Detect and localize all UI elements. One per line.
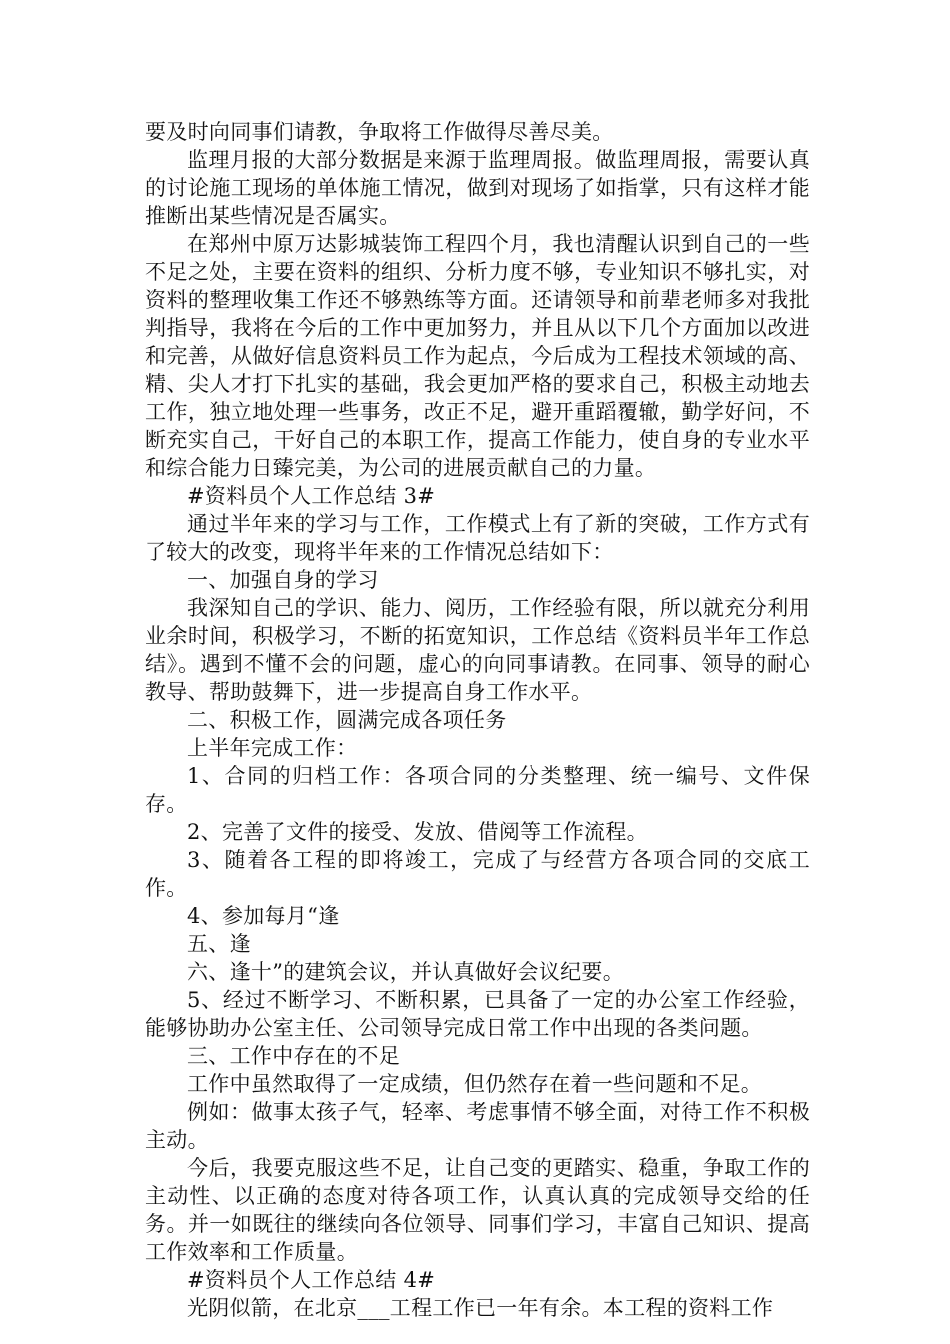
paragraph: 工作中虽然取得了一定成绩，但仍然存在着一些问题和不足。	[187, 1072, 763, 1096]
paragraph: 在郑州中原万达影城装饰工程四个月，我也清醒认识到自己的一些不足之处，主要在资料的组织、分析力度不够，专业知识不够扎实，对资料的整理收集工作还不够熟练等方面。还请领导和前辈老师多对我批判指导，我将在今后的工作中更加努力，并且从以下几个方面加以改进和完善，从做好信息资料员工作为起点，今后成为工程技术领域的高、精、尖人才打下扎实的基础，我会更加严格的要求自己，积极主动地去工作，独立地处理一些事务，改正不足，避开重蹈覆辙，勤学好问，不断充实自己，干好自己的本职工作，提高工作能力，使自身的专业水平和综合能力日臻完美，为公司的进展贡献自己的力量。	[145, 232, 810, 480]
subheading: 二、积极工作，圆满完成各项任务	[187, 708, 507, 732]
subheading: 三、工作中存在的不足	[187, 1044, 400, 1068]
list-item: 五、逢	[187, 932, 251, 956]
list-item: 六、逢十”的建筑会议，并认真做好会议纪要。	[187, 960, 625, 984]
paragraph: 上半年完成工作：	[187, 736, 358, 760]
paragraph: 我深知自己的学识、能力、阅历，工作经验有限，所以就充分利用业余时间，积极学习，不断的拓宽知识，工作总结《资料员半年工作总结》。遇到不懂不会的问题，虚心的向同事请教。在同事、领导的耐心教导、帮助鼓舞下，进一步提高自身工作水平。	[145, 596, 810, 704]
paragraph: 例如：做事太孩子气，轻率、考虑事情不够全面，对待工作不积极主动。	[145, 1100, 810, 1152]
paragraph: 监理月报的大部分数据是来源于监理周报。做监理周报，需要认真的讨论施工现场的单体施工情况，做到对现场了如指掌，只有这样才能推断出某些情况是否属实。	[145, 148, 810, 228]
list-item: 4、参加每月“逢	[187, 904, 340, 928]
document-body	[145, 118, 810, 1322]
section-heading: #资料员个人工作总结 3#	[187, 484, 436, 508]
list-item: 2、完善了文件的接受、发放、借阅等工作流程。	[187, 820, 648, 844]
list-item: 1、合同的归档工作：各项合同的分类整理、统一编号、文件保存。	[145, 764, 810, 816]
paragraph: 光阴似箭，在北京___工程工作已一年有余。本工程的资料工作	[187, 1296, 774, 1320]
section-heading: #资料员个人工作总结 4#	[187, 1268, 436, 1292]
list-item: 5、经过不断学习、不断积累，已具备了一定的办公室工作经验，能够协助办公室主任、公司领导完成日常工作中出现的各类问题。	[145, 988, 810, 1040]
paragraph: 通过半年来的学习与工作，工作模式上有了新的突破，工作方式有了较大的改变，现将半年来的工作情况总结如下：	[145, 512, 810, 564]
list-item: 3、随着各工程的即将竣工，完成了与经营方各项合同的交底工作。	[145, 848, 810, 900]
paragraph: 今后，我要克服这些不足，让自己变的更踏实、稳重，争取工作的主动性、以正确的态度对待各项工作，认真认真的完成领导交给的任务。并一如既往的继续向各位领导、同事们学习，丰富自己知识、提高工作效率和工作质量。	[145, 1156, 810, 1264]
paragraph: 要及时向同事们请教，争取将工作做得尽善尽美。	[145, 120, 614, 144]
subheading: 一、加强自身的学习	[187, 568, 379, 592]
